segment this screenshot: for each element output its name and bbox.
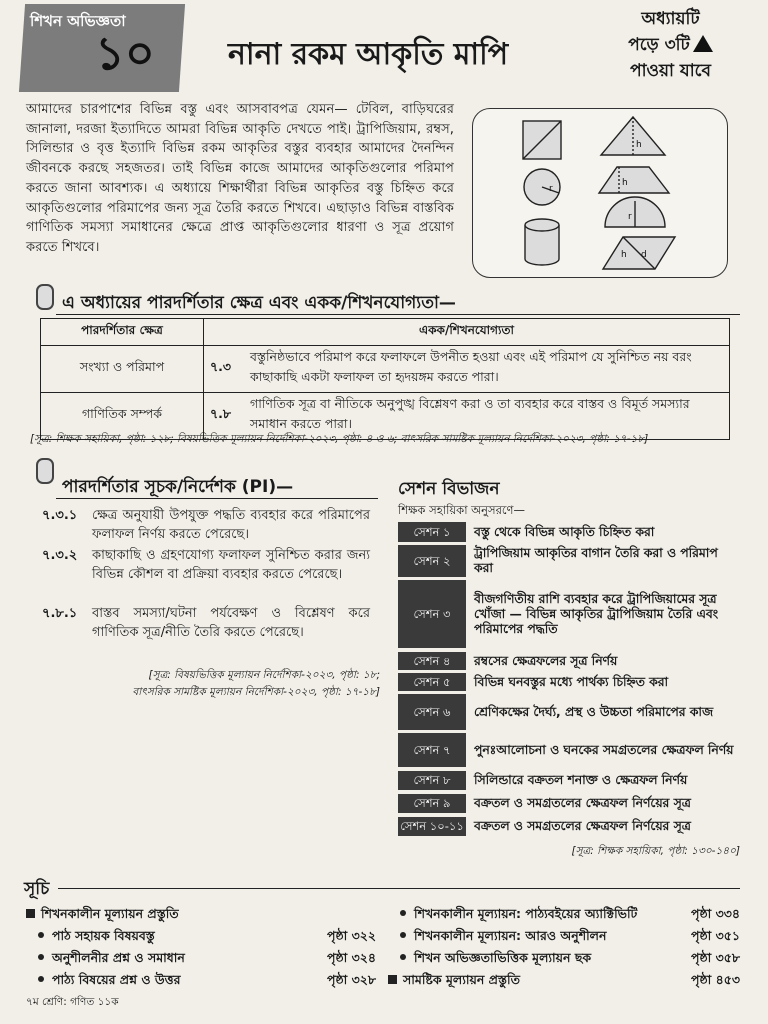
- session-label: সেশন ১: [398, 522, 466, 542]
- divider: [58, 888, 740, 889]
- session-text: রম্বসের ক্ষেত্রফলের সূত্র নির্ণয়: [474, 653, 618, 668]
- shape-label-r2: r: [628, 212, 632, 222]
- index-section-label: সামষ্টিক মূল্যায়ন প্রস্তুতি: [403, 972, 520, 987]
- index-item-text: অনুশীলনীর প্রশ্ন ও সমাধান: [52, 950, 185, 965]
- chapter-number: ১০: [95, 26, 155, 80]
- col-header-unit: একক/শিখনযোগ্যতা: [204, 319, 730, 346]
- session-row: [398, 652, 738, 670]
- bullet-icon: [400, 910, 406, 916]
- shape-label-d: d: [641, 250, 647, 260]
- reward-line-1: অধ্যায়টি: [641, 9, 700, 29]
- table-header-row: [41, 319, 730, 346]
- session-label: সেশন ৮: [398, 771, 466, 790]
- col-header-area: পারদর্শিতার ক্ষেত্র: [41, 319, 204, 346]
- pi-text: বাস্তব সমস্যা/ঘটনা পর্যবেক্ষণ ও বিশ্লেষণ করে গাণিতিক সূত্র/নীতি তৈরি করতে পেরেছে।: [92, 606, 370, 640]
- session-row: [398, 522, 738, 542]
- index-item[interactable]: [400, 950, 740, 970]
- index-item-text: পাঠ সহায়ক বিষয়বস্তু: [52, 928, 155, 943]
- pi-text: ক্ষেত্র অনুযায়ী উপযুক্ত পদ্ধতি ব্যবহার করে পরিমাপের ফলাফল নির্ণয় করতে পেরেছে।: [92, 508, 370, 542]
- footer: ৭ম শ্রেণি: গণিত ১১ক: [26, 996, 119, 1008]
- pi-code: ৭.৮.১: [42, 606, 78, 621]
- bullet-icon: [38, 976, 44, 982]
- session-row: [398, 580, 738, 648]
- index-section: [26, 906, 376, 926]
- session-row: [398, 771, 738, 790]
- index-item[interactable]: [38, 928, 376, 948]
- index-item-page: পৃষ্ঠা ৪৫৩: [691, 972, 740, 987]
- code-cell: ৭.৮: [204, 393, 245, 440]
- session-text: বক্রতল ও সমগ্রতলের ক্ষেত্রফল নির্ণয়ের সূত্র: [474, 796, 691, 810]
- shape-label-h3: h: [621, 250, 627, 260]
- index-item[interactable]: [38, 950, 376, 970]
- index-item-page: পৃষ্ঠা ৩৫১: [691, 928, 740, 943]
- index-item[interactable]: [400, 928, 740, 948]
- pi-source-line-2: বাৎসরিক সামষ্টিক মূল্যায়ন নির্দেশিকা-২০২৩, পৃষ্ঠা: ১৭-১৮]: [132, 686, 380, 698]
- triangle-icon: [693, 35, 713, 52]
- session-label: সেশন ৩: [398, 580, 466, 648]
- session-label: সেশন ৪: [398, 652, 466, 670]
- index-item[interactable]: [38, 972, 376, 992]
- pi-item: [42, 604, 372, 642]
- session-label: সেশন ৯: [398, 794, 466, 813]
- sessions-source: [সূত্র: শিক্ষক সহায়িকা, পৃষ্ঠা: ১৩০-১৪০]: [571, 845, 740, 857]
- divider: [56, 314, 740, 315]
- reward-line-3: পাওয়া যাবে: [630, 61, 711, 81]
- reward-note: [598, 6, 743, 84]
- text-cell: বস্তুনিষ্ঠভাবে পরিমাপ করে ফলাফলে উপনীত হওয়া এবং এই পরিমাপ যে সুনিশ্চিত নয় বরং কাছাকাছি একটা ফলাফল তা হৃদয়ঙ্গম করতে পারা।: [244, 346, 730, 393]
- index-section-label: শিখনকালীন মূল্যায়ন প্রস্তুতি: [41, 906, 179, 921]
- page-title: নানা রকম আকৃতি মাপি: [228, 37, 509, 72]
- index-item-page: পৃষ্ঠা ৩২৮: [327, 972, 376, 987]
- bullet-icon: [400, 932, 406, 938]
- clip-icon: [36, 458, 54, 484]
- pi-text: কাছাকাছি ও গ্রহণযোগ্য ফলাফল সুনিশ্চিত করার জন্য বিভিন্ন কৌশল বা প্রক্রিয়া ব্যবহার করতে পেরেছে।: [92, 548, 370, 582]
- session-text: পুনঃআলোচনা ও ঘনকের সমগ্রতলের ক্ষেত্রফল নির্ণয়: [474, 742, 734, 757]
- session-label: সেশন ২: [398, 545, 466, 577]
- sessions-heading: সেশন বিভাজন: [398, 479, 500, 499]
- square-bullet-icon: [388, 975, 397, 984]
- pi-source-line-1: [সূত্র: বিষয়ভিত্তিক মূল্যায়ন নির্দেশিকা-২০২৩, পৃষ্ঠা: ১৮;: [148, 669, 380, 681]
- session-text: বক্রতল ও সমগ্রতলের ক্ষেত্রফল নির্ণয়ের সূত্র: [474, 819, 691, 833]
- competency-heading: এ অধ্যায়ের পারদর্শিতার ক্ষেত্র এবং একক/শিখনযোগ্যতা—: [62, 293, 456, 313]
- index-item-page: পৃষ্ঠা ৩২৪: [327, 950, 376, 965]
- shape-label-h2: h: [622, 178, 628, 188]
- index-item[interactable]: [400, 906, 740, 926]
- bullet-icon: [400, 954, 406, 960]
- index-item-page: পৃষ্ঠা ৩২২: [327, 928, 376, 943]
- session-label: সেশন ১০-১১: [398, 817, 466, 836]
- session-text: বস্তু থেকে বিভিন্ন আকৃতি চিহ্নিত করা: [474, 524, 655, 539]
- index-section[interactable]: [388, 972, 740, 992]
- shape-label-r: r: [549, 184, 553, 194]
- shape-label-h: h: [636, 140, 642, 150]
- index-item-page: পৃষ্ঠা ৩৩৪: [691, 906, 740, 921]
- session-row: [398, 733, 738, 767]
- session-row: [398, 673, 738, 691]
- divider: [56, 498, 378, 499]
- session-text: বিভিন্ন ঘনবস্তুর মধ্যে পার্থক্য চিহ্নিত করা: [474, 674, 669, 689]
- session-text: শ্রেণিকক্ষের দৈর্ঘ্য, প্রস্থ ও উচ্চতা পরিমাপের কাজ: [474, 704, 713, 719]
- shapes-svg: [473, 109, 727, 277]
- trapezoid-shape: [599, 167, 669, 193]
- pi-code: ৭.৩.২: [42, 548, 78, 563]
- session-label: সেশন ৭: [398, 733, 466, 767]
- area-cell: গাণিতিক সম্পর্ক: [41, 393, 204, 440]
- index-item-text: শিখন অভিজ্ঞতাভিত্তিক মূল্যায়ন ছক: [414, 950, 592, 965]
- session-label: সেশন ৫: [398, 673, 466, 691]
- text-cell: গাণিতিক সূত্র বা নীতিকে অনুপুঙ্খ বিশ্লেষণ করা ও তা ব্যবহার করে বাস্তব ও বিমূর্ত সমস্যার সমাধান করতে পারা।: [244, 393, 730, 440]
- pi-code: ৭.৩.১: [42, 508, 78, 523]
- pi-heading: পারদর্শিতার সূচক/নির্দেশক (PI)—: [62, 477, 294, 497]
- session-row: [398, 545, 738, 577]
- competency-table: [40, 318, 730, 440]
- session-text: ট্রাপিজিয়াম আকৃতির বাগান তৈরি করা ও পরিমাপ করা: [474, 546, 718, 575]
- code-cell: ৭.৩: [204, 346, 245, 393]
- index-item-text: শিখনকালীন মূল্যায়ন: পাঠ্যবইয়ের অ্যাক্টিভিটি: [414, 906, 638, 921]
- area-cell: সংখ্যা ও পরিমাপ: [41, 346, 204, 393]
- session-row: [398, 794, 738, 813]
- intro-paragraph: আমাদের চারপাশের বিভিন্ন বস্তু এবং আসবাবপত্র যেমন— টেবিল, বাড়িঘরের জানালা, দরজা ইত্যাদিতে আমরা বিভিন্ন আকৃতি দেখতে পাই। ট্রাপিজিয়াম, রম্বস, সিলিন্ডার ও বৃত্ত ইত্যাদি বিভিন্ন রকম আকৃতির বস্তুর ব্যবহার আমাদের দৈনন্দিন জীবনকে করছে সহজতর। তাই বিভিন্ন কাজে আমাদের আকৃতিগুলোর পরিমাপ করতে জানা আবশ্যক। এ অধ্যায়ে শিক্ষার্থীরা বিভিন্ন আকৃতির বস্তু চিহ্নিত করে আকৃতিগুলোর পরিমাপের জন্য সূত্র তৈরি করতে শিখবে। এছাড়াও বিভিন্ন বাস্তবিক গাণিতিক সমস্যা সমাধানের ক্ষেত্রে প্রাপ্ত আকৃতিগুলোর ধারণা ও সূত্র প্রয়োগ করতে শিখবে।: [26, 102, 454, 255]
- index-item-page: পৃষ্ঠা ৩৫৮: [691, 950, 740, 965]
- bullet-icon: [38, 932, 44, 938]
- table-row: [41, 346, 730, 393]
- reward-line-2: পড়ে ৩টি: [598, 32, 743, 58]
- clip-icon: [36, 284, 54, 310]
- session-text: সিলিন্ডারে বক্রতল শনাক্ত ও ক্ষেত্রফল নির্ণয়: [474, 773, 688, 787]
- bullet-icon: [38, 954, 44, 960]
- session-row: [398, 694, 738, 730]
- session-row: [398, 817, 738, 836]
- session-text: বীজগণিতীয় রাশি ব্যবহার করে ট্রাপিজিয়ামের সূত্র খোঁজা — বিভিন্ন আকৃতির ট্রাপিজিয়াম তৈরি এবং পরিমাপের পদ্ধতি: [474, 591, 718, 636]
- pi-item: [42, 546, 372, 584]
- index-item-text: পাঠ্য বিষয়ের প্রশ্ন ও উত্তর: [52, 972, 181, 987]
- shapes-figure: [472, 108, 728, 278]
- index-title: সূচি: [24, 879, 50, 899]
- competency-source: [সূত্র: শিক্ষক সহায়িকা, পৃষ্ঠা: ১২৮; বিষয়ভিত্তিক মূল্যায়ন নির্দেশিকা-২০২৩, পৃষ্ঠা: ৪ ও ৬; বাৎসরিক সামষ্টিক মূল্যায়ন নির্দেশিকা-২০২৩, পৃষ্ঠা: ১৭-১৮]: [30, 433, 649, 445]
- index-item-text: শিখনকালীন মূল্যায়ন: আরও অনুশীলন: [414, 928, 607, 943]
- sessions-subheading: শিক্ষক সহায়িকা অনুসরণে—: [398, 503, 526, 517]
- pi-source: [110, 668, 380, 702]
- session-label: সেশন ৬: [398, 694, 466, 730]
- pi-item: [42, 506, 372, 544]
- chapter-label: শিখন অভিজ্ঞতা: [30, 12, 126, 30]
- square-bullet-icon: [26, 909, 35, 918]
